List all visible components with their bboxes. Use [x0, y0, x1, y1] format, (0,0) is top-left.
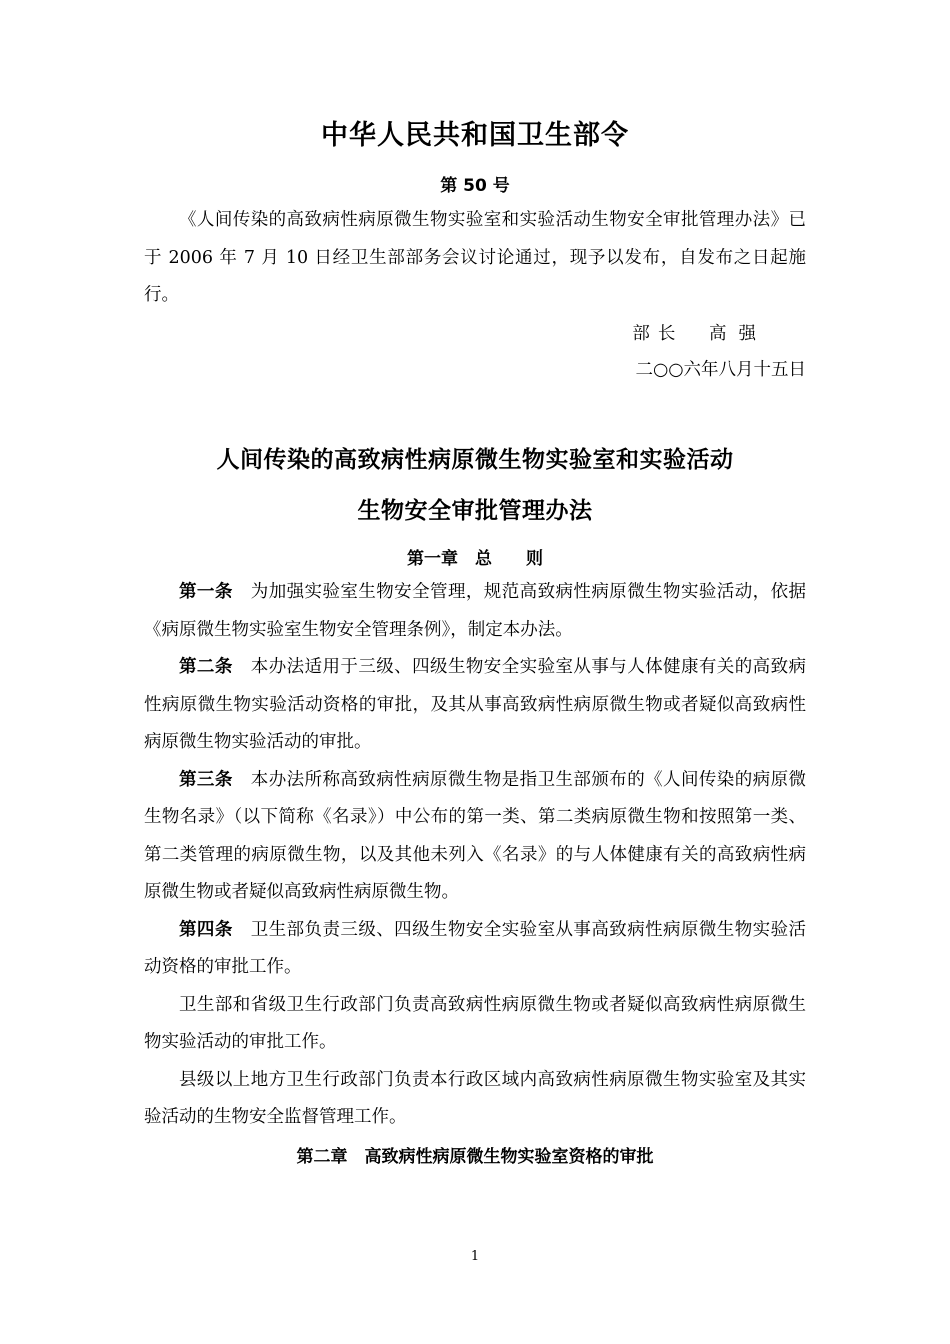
article-text: 本办法适用于三级、四级生物安全实验室从事与人体健康有关的高致病性病原微生物实验活动资格的审批，及其从事高致病性病原微生物或者疑似高致病性病原微生物实验活动的审批。: [144, 657, 807, 752]
decree-number: 第 50 号: [440, 176, 510, 196]
chapter-heading-1: 第一章 总 则: [407, 549, 543, 569]
regulation-title-line2: 生物安全审批管理办法: [357, 498, 593, 524]
regulation-body: [144, 574, 806, 1137]
decree-date: 二○○六年八月十五日: [635, 360, 806, 380]
article-label: 第二条: [179, 657, 233, 677]
decree-body: [144, 202, 806, 315]
article-4: [144, 912, 806, 987]
signature-title: 部长: [632, 324, 684, 344]
article-text: 卫生部负责三级、四级生物安全实验室从事高致病性病原微生物实验活动资格的审批工作。: [144, 919, 807, 977]
signature-name: 高强: [709, 324, 768, 344]
regulation-title-line1: 人间传染的高致病性病原微生物实验室和实验活动: [216, 447, 734, 473]
article-label: 第三条: [179, 769, 233, 790]
article-label: 第四条: [179, 919, 233, 940]
article-1: [144, 574, 806, 649]
page-number: 1: [470, 1249, 480, 1264]
signature: [632, 320, 768, 345]
article-text: 为加强实验室生物安全管理，规范高致病性病原微生物实验活动，依据《病原微生物实验室生物安全管理条例》，制定本办法。: [144, 582, 807, 640]
paragraph: 卫生部和省级卫生行政部门负责高致病性病原微生物或者疑似高致病性病原微生物实验活动的审批工作。: [144, 994, 806, 1052]
article-2: [144, 649, 806, 762]
article-3: [144, 762, 806, 912]
article-label: 第一条: [179, 582, 233, 602]
decree-paragraph: 《人间传染的高致病性病原微生物实验室和实验活动生物安全审批管理办法》已于 2006 年 7 月 10 日经卫生部部务会议讨论通过，现予以发布，自发布之日起施行。: [144, 210, 806, 305]
chapter-heading-2: 第二章 高致病性病原微生物实验室资格的审批: [296, 1147, 654, 1167]
decree-title: 中华人民共和国卫生部令: [321, 120, 629, 151]
paragraph: 县级以上地方卫生行政部门负责本行政区域内高致病性病原微生物实验室及其实验活动的生物安全监督管理工作。: [144, 1069, 806, 1127]
article-text: 本办法所称高致病性病原微生物是指卫生部颁布的《人间传染的病原微生物名录》（以下简称《名录》）中公布的第一类、第二类病原微生物和按照第一类、第二类管理的病原微生物，以及其他未列入《名录》的与人体健康有关的高致病性病原微生物或者疑似高致病性病原微生物。: [144, 769, 807, 902]
